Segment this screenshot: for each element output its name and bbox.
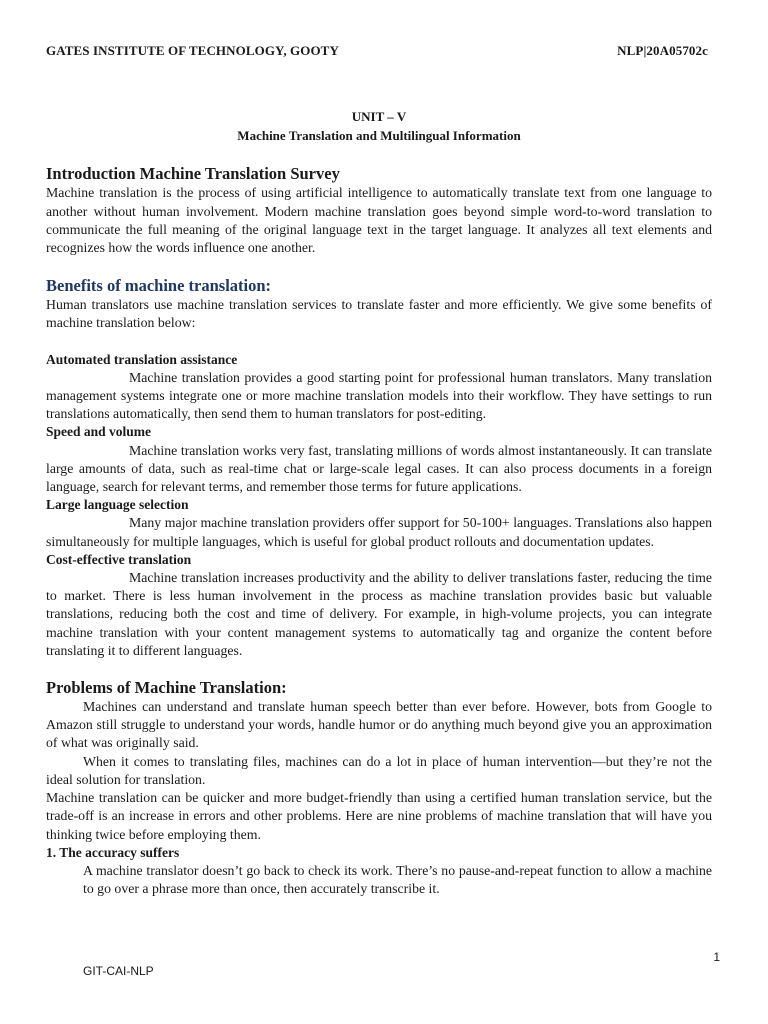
benefits-heading: Benefits of machine translation:	[46, 276, 272, 296]
benefit-text: Many major machine translation providers offer support for 50-100+ languages. Translations also happen simultaneously for multiple languages, which is useful for global product rollouts and documentation updates.	[46, 515, 712, 549]
intro-paragraph: Machine translation is the process of using artificial intelligence to automatically translate text from one language to another without human involvement. Modern machine translation goes beyond simple word-to-word translation to communicate the full meaning of the original language text in the target language. It analyzes all text elements and recognizes how the words influence one another.	[46, 185, 712, 256]
main-content	[46, 108, 712, 898]
benefit-title: Cost-effective translation	[46, 551, 192, 567]
header-institution: GATES INSTITUTE OF TECHNOLOGY, GOOTY	[46, 43, 339, 58]
benefit-text: Machine translation increases productivity and the ability to deliver translations faster, reducing the time to market. There is less human involvement in the process as machine translation provides basic but valuable translations, reducing both the cost and time of delivery. For example, in high-volume projects, you can integrate machine translation with your content management systems to automatically tag and organize the content before translating it to different languages.	[46, 570, 712, 658]
unit-subtitle: Machine Translation and Multilingual Information	[237, 128, 521, 144]
problems-paragraph: Machines can understand and translate human speech better than ever before. However, bots from Google to Amazon still struggle to understand your words, handle humor or do anything much beyond give you an approximation of what was originally said.	[46, 699, 712, 751]
problems-heading: Problems of Machine Translation:	[46, 678, 287, 698]
benefits-intro: Human translators use machine translation services to translate faster and more efficiently. We give some benefits of machine translation below:	[46, 297, 712, 331]
benefit-title: Speed and volume	[46, 424, 152, 440]
benefit-text: Machine translation provides a good starting point for professional human translators. Many translation management systems integrate one or more machine translation models into their workflow. They have settings to run translations automatically, then send them to human translators for post-editing.	[46, 369, 712, 422]
problem-item-title: 1. The accuracy suffers	[46, 844, 180, 860]
intro-heading: Introduction Machine Translation Survey	[46, 164, 340, 184]
benefit-title: Large language selection	[46, 497, 189, 513]
header-course-code: NLP|20A05702c	[617, 43, 708, 58]
problems-paragraph: When it comes to translating files, machines can do a lot in place of human intervention—but they’re not the ideal solution for translation.	[46, 753, 712, 787]
benefit-text: Machine translation works very fast, translating millions of words almost instantaneously. It can translate large amounts of data, such as real-time chat or large-scale legal cases. It can also process documents in a foreign language, search for relevant terms, and remember those terms for future applications.	[46, 442, 712, 495]
page-number: 1	[713, 950, 720, 964]
footer-label: GIT-CAI-NLP	[83, 964, 154, 978]
problems-paragraph: Machine translation can be quicker and more budget-friendly than using a certified human translation service, but the trade-off is an increase in errors and other problems. Here are nine problems of machine translation that will have you thinking twice before employing them.	[46, 790, 712, 842]
benefit-title: Automated translation assistance	[46, 351, 238, 367]
unit-title: UNIT – V	[351, 109, 407, 124]
problem-item-text: A machine translator doesn’t go back to check its work. There’s no pause-and-repeat function to allow a machine to go over a phrase more than once, then accurately transcribe it.	[83, 862, 712, 897]
